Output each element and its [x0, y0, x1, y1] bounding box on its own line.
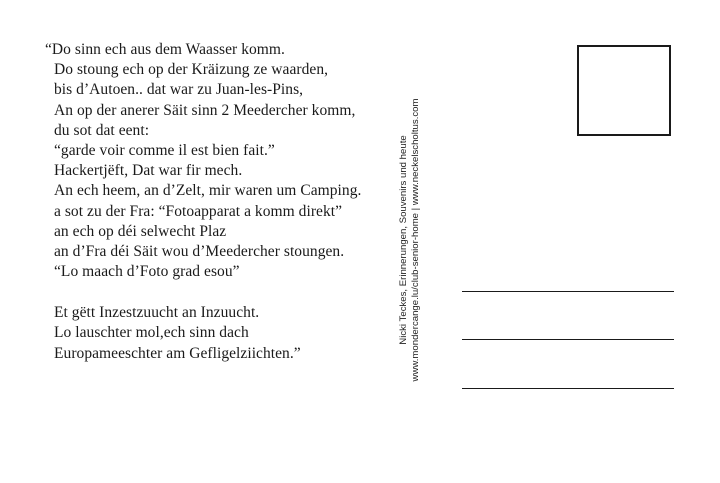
poem-line: Hackertjëft, Dat war fir mech.: [54, 162, 243, 180]
poem-line: Do stoung ech op der Kräizung ze waarden,: [54, 61, 329, 79]
poem-line: An ech heem, an d’Zelt, mir waren um Camping.: [54, 182, 362, 200]
credits-vertical: [398, 70, 421, 410]
credits-rotated-block: [398, 70, 421, 410]
address-line: [462, 388, 674, 389]
stanza-gap: [45, 282, 405, 303]
credits-author-line: Nicki Teckes, Erinnerungen, Souvenirs und heute: [398, 135, 409, 345]
poem-line: “Do sinn ech aus dem Waasser komm.: [45, 41, 285, 58]
poem-line: Europameeschter am Gefligelziichten.”: [54, 344, 301, 362]
poem-line: “garde voir comme il est bien fait.”: [54, 141, 275, 159]
stamp-box: [577, 45, 671, 136]
address-line: [462, 339, 674, 340]
poem-line: du sot dat eent:: [54, 121, 150, 139]
credits-website-line: www.mondercange.lu/club-senior-home | www.neckelscholtus.com: [409, 98, 421, 382]
poem-line: “Lo maach d’Foto grad esou”: [54, 263, 240, 281]
poem-line: an d’Fra déi Säit wou d’Meedercher stoungen.: [54, 242, 345, 260]
poem-line: Lo lauschter mol,ech sinn dach: [54, 324, 249, 342]
address-line: [462, 291, 674, 292]
poem-line: bis d’Autoen.. dat war zu Juan-les-Pins,: [54, 81, 304, 99]
poem-line: an ech op déi selwecht Plaz: [54, 222, 227, 240]
poem-line: Et gëtt Inzestzuucht an Inzuucht.: [54, 304, 260, 322]
poem-line: An op der anerer Säit sinn 2 Meedercher komm,: [54, 101, 356, 119]
poem-text: [45, 40, 405, 364]
poem-line: a sot zu der Fra: “Fotoapparat a komm direkt”: [54, 202, 343, 220]
